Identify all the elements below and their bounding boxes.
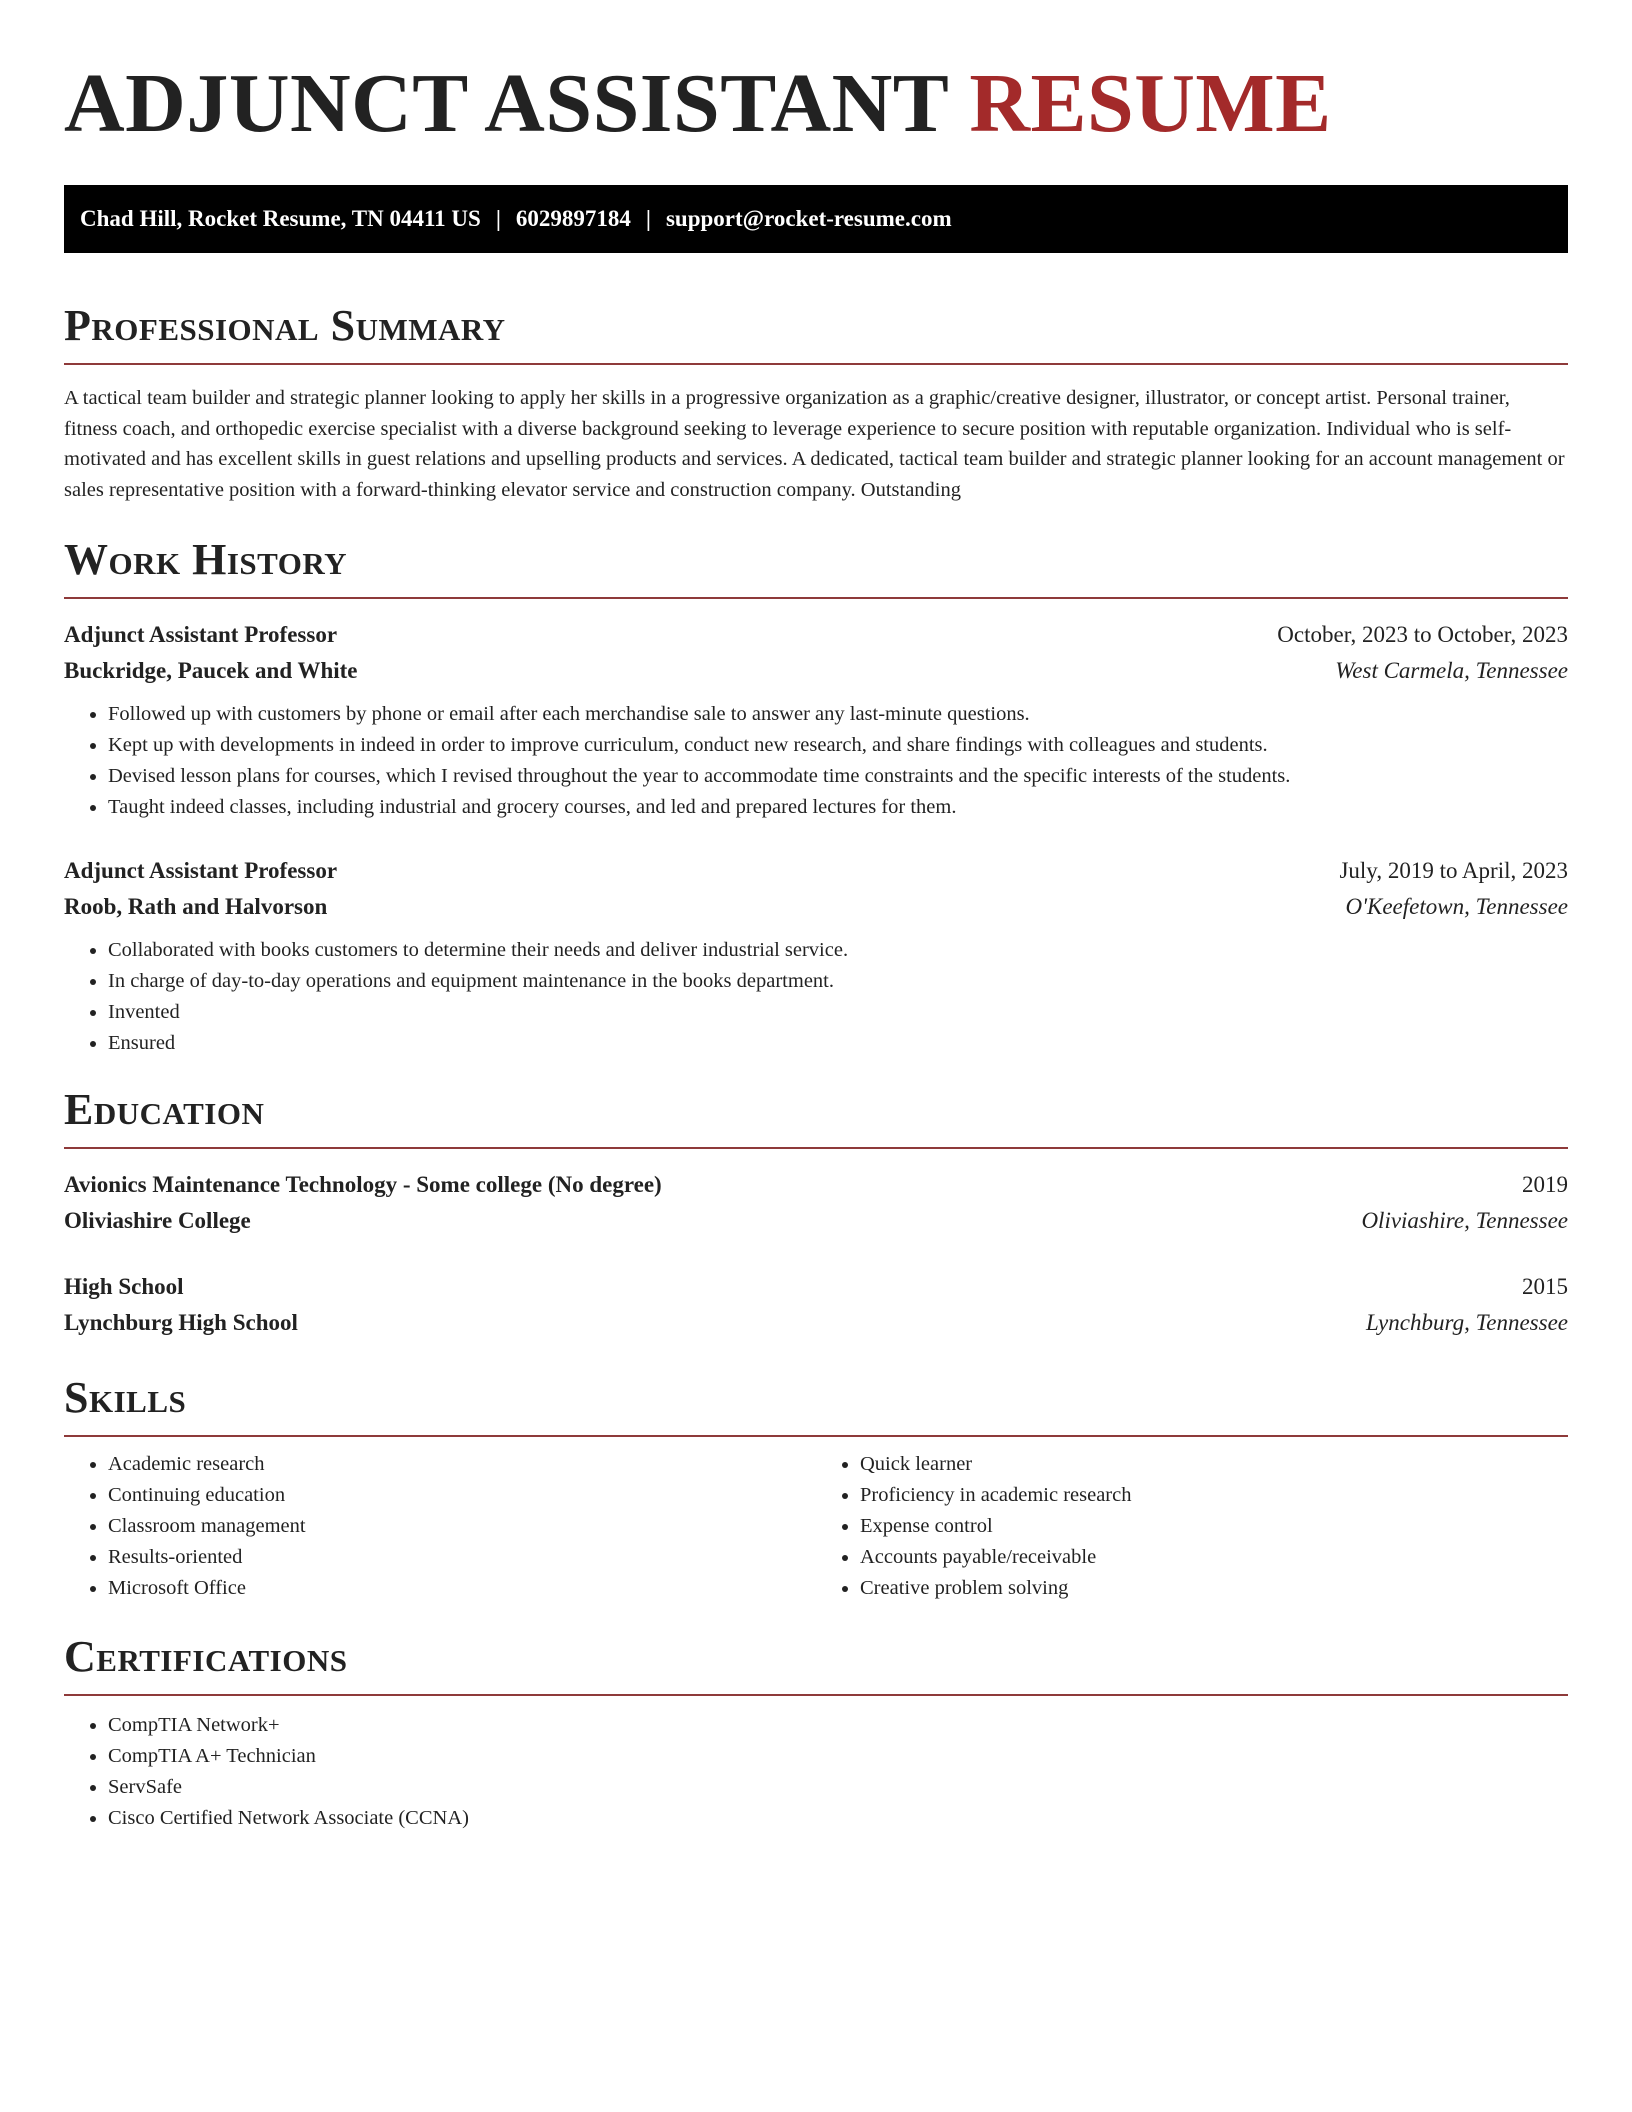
- education-entry: [64, 1269, 1568, 1341]
- skill-item: • Microsoft Office: [108, 1573, 816, 1604]
- summary-section: [64, 299, 1568, 505]
- certification-item: • ServSafe: [108, 1772, 1568, 1803]
- skill-item: • Academic research: [108, 1449, 816, 1480]
- job-dates: July, 2019 to April, 2023: [1339, 858, 1568, 883]
- certifications-section: [64, 1630, 1568, 1834]
- skill-item: • Continuing education: [108, 1480, 816, 1511]
- job-bullets: [64, 935, 1568, 1059]
- job-bullet: • Ensured: [108, 1028, 1568, 1059]
- contact-separator: |: [495, 206, 501, 231]
- job-company: Buckridge, Paucek and White: [64, 658, 358, 683]
- skills-heading: Skills: [64, 1373, 187, 1422]
- education-school: Oliviashire College: [64, 1208, 251, 1233]
- education-heading: Education: [64, 1085, 265, 1134]
- contact-email[interactable]: support@rocket-resume.com: [665, 206, 952, 231]
- work-history-heading: Work History: [64, 535, 348, 584]
- job-title: Adjunct Assistant Professor: [64, 858, 338, 883]
- job-bullet: • Devised lesson plans for courses, which I revised throughout the year to accommodate time constraints and the specific interests of the students.: [108, 761, 1568, 792]
- education-school: Lynchburg High School: [64, 1310, 298, 1335]
- skills-grid: [64, 1449, 1568, 1604]
- skill-item: • Results-oriented: [108, 1542, 816, 1573]
- section-divider: [64, 363, 1568, 365]
- job-entry: [64, 853, 1568, 1059]
- contact-address: Chad Hill, Rocket Resume, TN 04411 US: [80, 206, 481, 231]
- education-degree: Avionics Maintenance Technology - Some college (No degree): [64, 1172, 662, 1197]
- job-location: West Carmela, Tennessee: [1335, 658, 1568, 683]
- job-title: Adjunct Assistant Professor: [64, 622, 338, 647]
- certification-item: • CompTIA A+ Technician: [108, 1741, 1568, 1772]
- skill-item: • Classroom management: [108, 1511, 816, 1542]
- education-location: Lynchburg, Tennessee: [1365, 1310, 1568, 1335]
- section-divider: [64, 1694, 1568, 1696]
- certification-item: • CompTIA Network+: [108, 1710, 1568, 1741]
- skills-list-left: [64, 1449, 816, 1604]
- summary-text: A tactical team builder and strategic planner looking to apply her skills in a progressive organization as a graphic/creative designer, illustrator, or concept artist. Personal trainer, fitness coach, and orthopedic exercise specialist with a diverse background seeking to leverage experience to secure position with reputable organization. Individual who is self-motivated and has excellent skills in guest relations and upselling products and services. A dedicated, tactical team builder and strategic planner looking for an account management or sales representative position with a forward-thinking elevator service and construction company. Outstanding: [64, 387, 1565, 501]
- job-bullet: • Taught indeed classes, including industrial and grocery courses, and led and prepared lectures for them.: [108, 792, 1568, 823]
- skill-item: • Accounts payable/receivable: [860, 1542, 1568, 1573]
- skill-item: • Proficiency in academic research: [860, 1480, 1568, 1511]
- job-location: O'Keefetown, Tennessee: [1345, 894, 1568, 919]
- job-bullet: • Collaborated with books customers to determine their needs and deliver industrial service.: [108, 935, 1568, 966]
- contact-phone[interactable]: 6029897184: [515, 206, 631, 231]
- summary-heading: Professional Summary: [64, 301, 506, 350]
- job-bullet: • Followed up with customers by phone or email after each merchandise sale to answer any last-minute questions.: [108, 699, 1568, 730]
- job-entry: [64, 617, 1568, 823]
- education-degree: High School: [64, 1274, 184, 1299]
- education-entry: [64, 1167, 1568, 1239]
- job-bullet: • Invented: [108, 997, 1568, 1028]
- work-history-section: [64, 533, 1568, 1059]
- skills-section: [64, 1371, 1568, 1604]
- job-dates: October, 2023 to October, 2023: [1277, 622, 1568, 647]
- education-year: 2015: [1522, 1274, 1568, 1299]
- job-bullets: [64, 699, 1568, 823]
- title-main: ADJUNCT ASSISTANT: [64, 57, 948, 150]
- skills-list-right: [816, 1449, 1568, 1604]
- section-divider: [64, 1147, 1568, 1149]
- contact-bar: [64, 185, 1568, 253]
- certifications-heading: Certifications: [64, 1632, 348, 1681]
- skill-item: • Quick learner: [860, 1449, 1568, 1480]
- section-divider: [64, 1435, 1568, 1437]
- certifications-list: [64, 1710, 1568, 1834]
- job-bullet: • Kept up with developments in indeed in order to improve curriculum, conduct new research, and share findings with colleagues and students.: [108, 730, 1568, 761]
- title-accent: RESUME: [969, 57, 1332, 150]
- certification-item: • Cisco Certified Network Associate (CCNA): [108, 1803, 1568, 1834]
- resume-title: [64, 0, 1568, 152]
- contact-separator: |: [645, 206, 651, 231]
- skill-item: • Expense control: [860, 1511, 1568, 1542]
- section-divider: [64, 597, 1568, 599]
- skill-item: • Creative problem solving: [860, 1573, 1568, 1604]
- job-company: Roob, Rath and Halvorson: [64, 894, 328, 919]
- education-location: Oliviashire, Tennessee: [1361, 1208, 1568, 1233]
- education-year: 2019: [1522, 1172, 1568, 1197]
- job-bullet: • In charge of day-to-day operations and equipment maintenance in the books department.: [108, 966, 1568, 997]
- education-section: [64, 1083, 1568, 1341]
